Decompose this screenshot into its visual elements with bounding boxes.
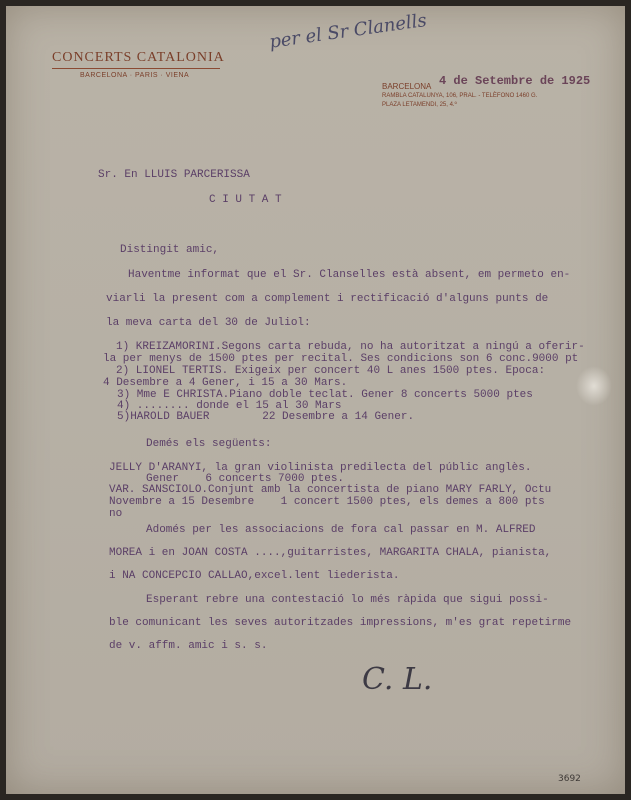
item-1-line-2: la per menys de 1500 ptes per recital. Ses condicions son 6 conc.9000 pt (103, 353, 579, 365)
item-2-line-2: 4 Desembre a 4 Gener, i 15 a 30 Mars. (103, 377, 348, 389)
var-line-3: no (109, 508, 123, 520)
var-line-2: Novembre a 15 Desembre 1 concert 1500 ptes, els demes a 800 pts (109, 496, 545, 508)
signature: C. L. (362, 662, 433, 697)
item-5-line-1: 5)HAROLD BAUER 22 Desembre a 14 Gener. (117, 411, 415, 423)
item-3-line-1: 3) Mme E CHRISTA.Piano doble teclat. Gener 8 concerts 5000 ptes (117, 389, 533, 401)
paper-stain (576, 366, 612, 406)
letter-date: 4 de Setembre de 1925 (439, 74, 591, 88)
also2-line-2: MOREA i en JOAN COSTA ....,guitarristes, MARGARITA CHALA, pianista, (109, 547, 552, 559)
also2-line-3: i NA CONCEPCIO CALLAO,excel.lent liederista. (109, 570, 400, 582)
address-city: BARCELONA (382, 82, 432, 91)
address-line-2: PLAZA LETAMENDI, 25, 4.º (382, 102, 457, 108)
address-line-1: RAMBLA CATALUNYA, 106, PRAL. - TELÈFONO 1460 G. (382, 93, 538, 99)
letterhead-cities: BARCELONA · PARIS · VIENA (80, 72, 190, 79)
archive-reference: 3692 (558, 774, 581, 784)
letterhead-title: CONCERTS CATALONIA (52, 50, 225, 65)
item-2-line-1: 2) LIONEL TERTIS. Exigeix per concert 40 L anes 1500 ptes. Epoca: (116, 365, 546, 377)
paragraph-1-line-3: la meva carta del 30 de Juliol: (106, 317, 311, 329)
item-1-line-1: 1) KREIZAMORINI.Segons carta rebuda, no ha autoritzat a ningú a oferir- (116, 341, 585, 353)
letterhead-rule (52, 68, 220, 69)
also2-line-1: Adomés per les associacions de fora cal passar en M. ALFRED (146, 524, 536, 536)
letter-sheet (6, 6, 625, 794)
recipient-city: C I U T A T (209, 194, 282, 206)
salutation: Distingit amic, (120, 244, 220, 256)
closing-line-1: Esperant rebre una contestació lo més ràpida que sigui possi- (146, 594, 549, 606)
paragraph-1-line-1: Haventme informat que el Sr. Clanselles està absent, em permeto en- (128, 269, 571, 281)
handwritten-note: per el Sr Clanells (268, 9, 428, 53)
var-line-1: VAR. SANSCIOLO.Conjunt amb la concertista de piano MARY FARLY, Octu (109, 484, 552, 496)
item-4-line-1: 4) ........ donde el 15 al 30 Mars (117, 400, 342, 412)
paragraph-1-line-2: viarli la present com a complement i rectificació d'alguns punts de (106, 293, 549, 305)
jelly-line-1: JELLY D'ARANYI, la gran violinista predilecta del públic anglès. (109, 462, 532, 474)
also-following: Demés els següents: (146, 438, 272, 450)
jelly-line-2: Gener 6 concerts 7000 ptes. (146, 473, 345, 485)
recipient-name: Sr. En LLUIS PARCERISSA (98, 169, 250, 181)
closing-line-2: ble comunicant les seves autoritzades impressions, m'es grat repetirme (109, 617, 572, 629)
closing-line-3: de v. affm. amic i s. s. (109, 640, 268, 652)
